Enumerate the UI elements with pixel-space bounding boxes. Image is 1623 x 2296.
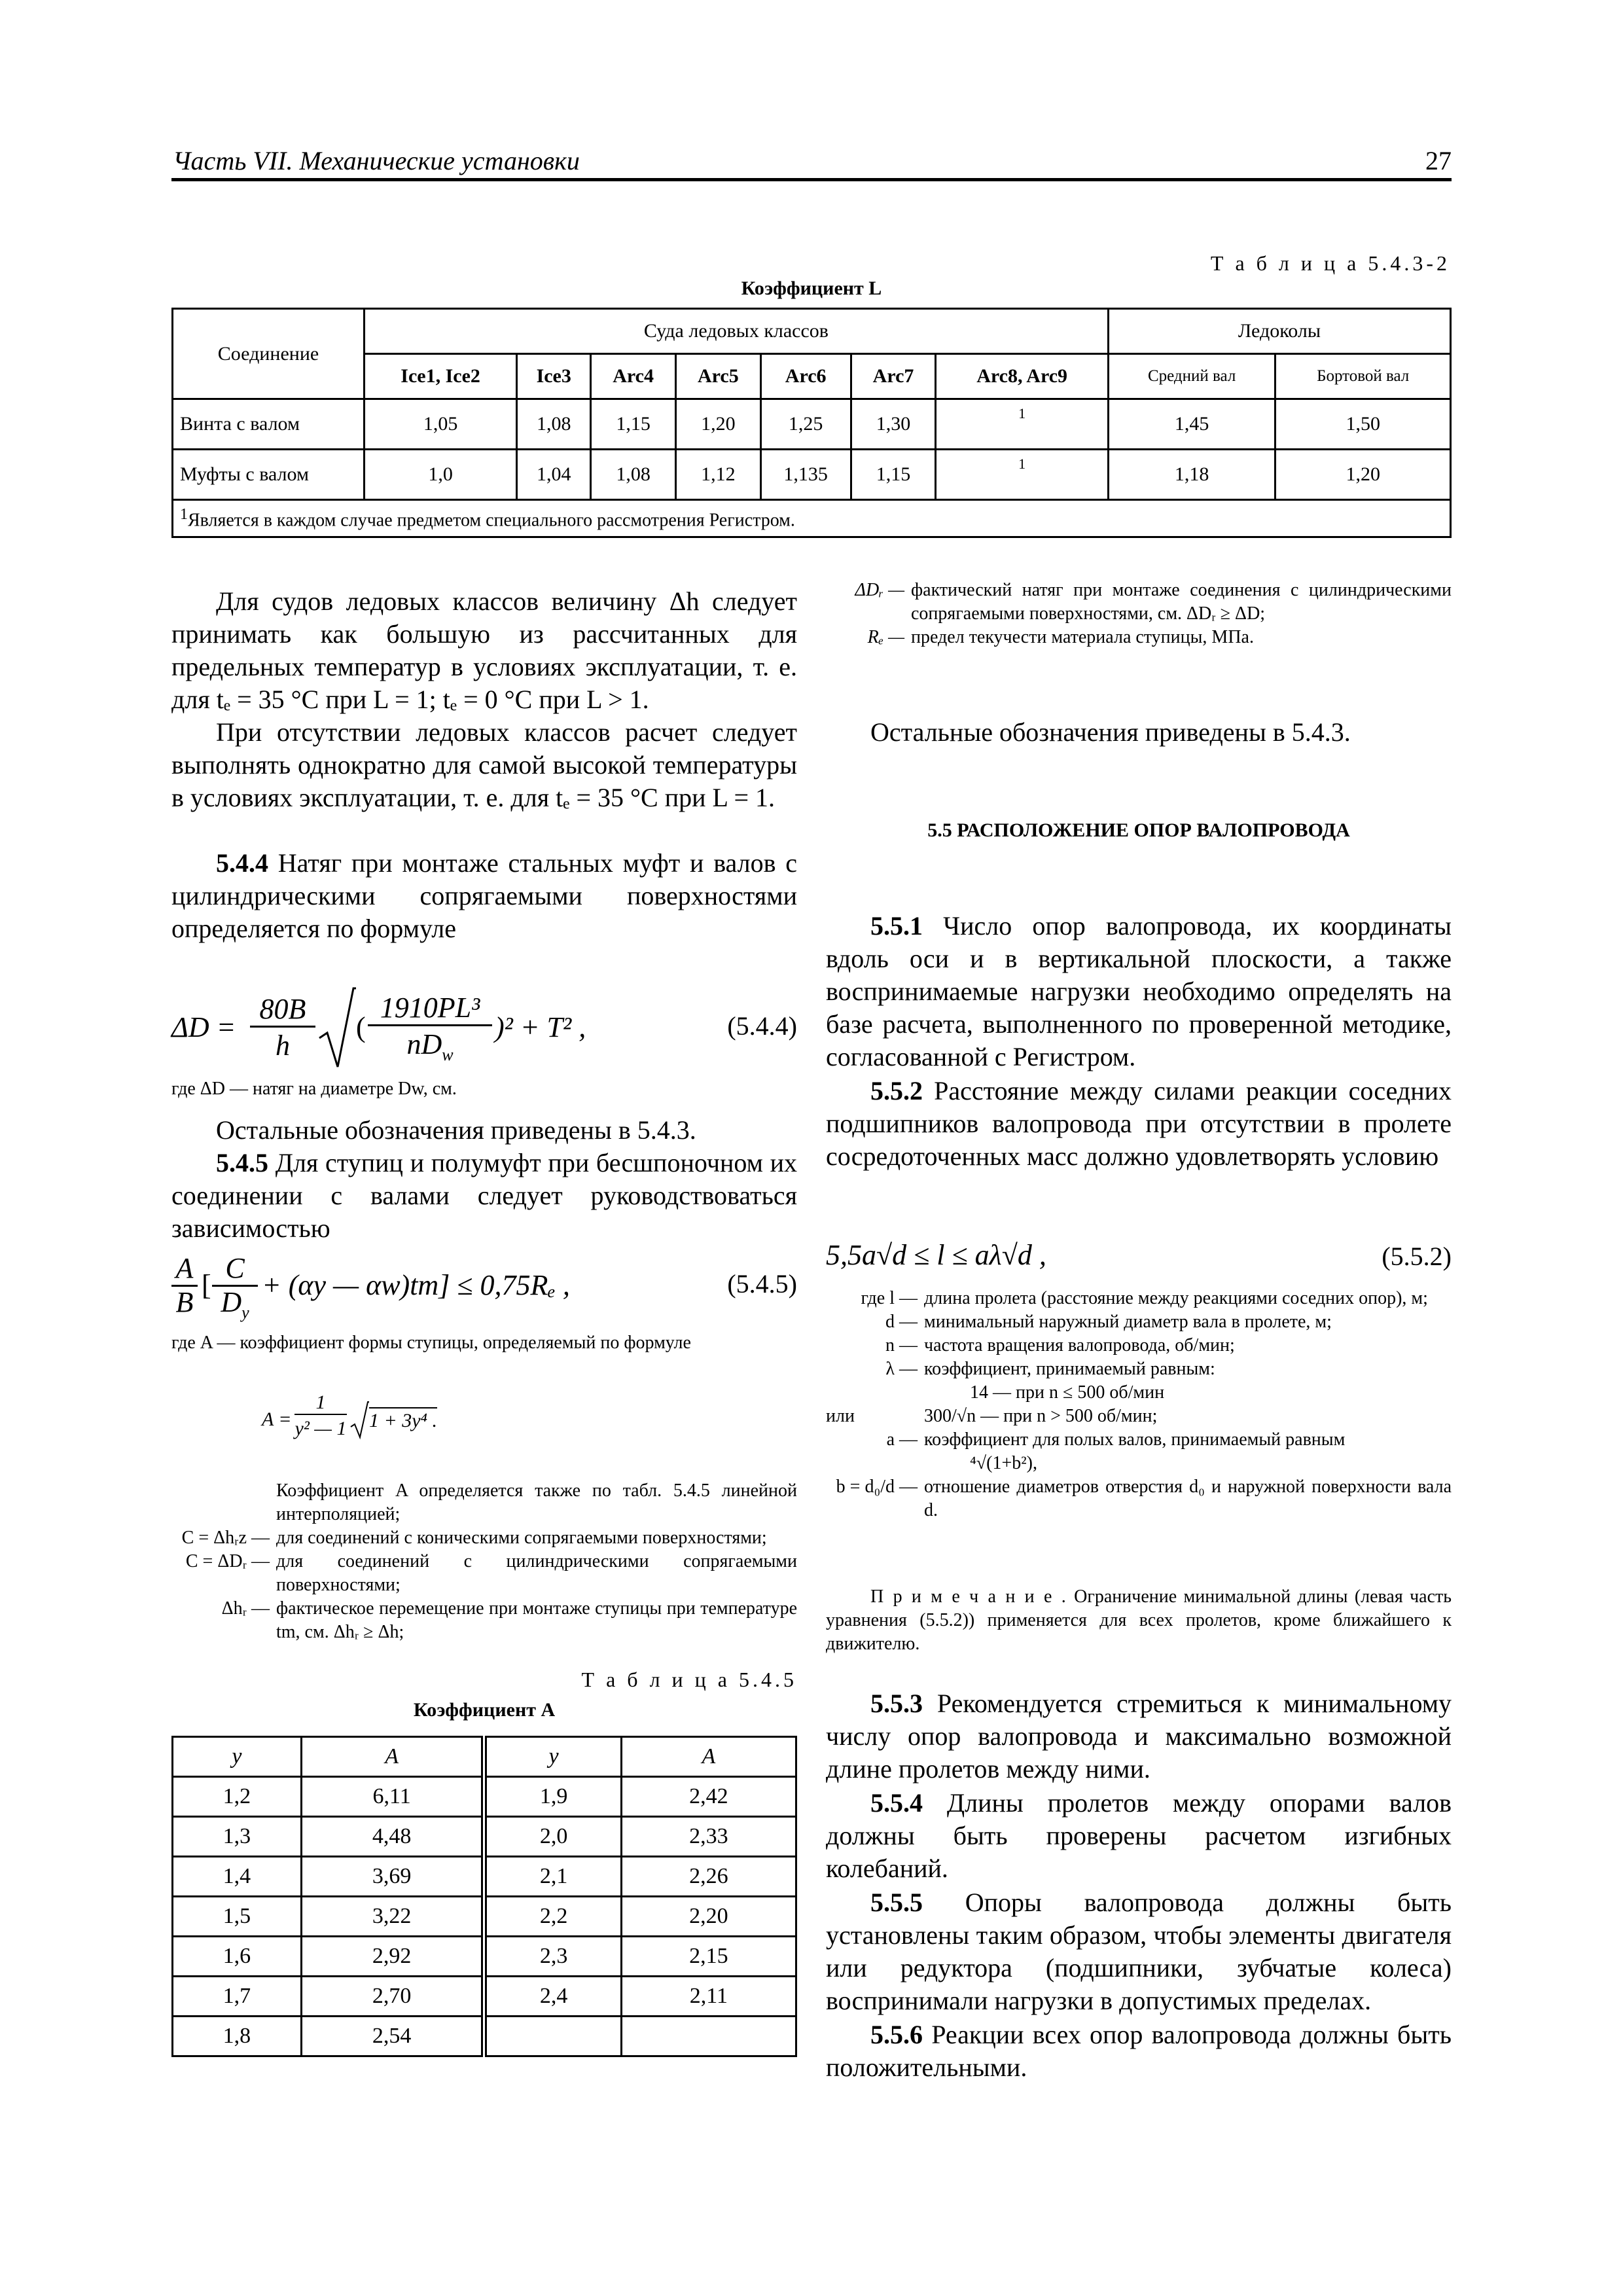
table-cell: 2,1 bbox=[484, 1857, 621, 1897]
dy-sub: y bbox=[241, 1302, 249, 1322]
definition-symbol: C = Δhᵣz — bbox=[181, 1528, 270, 1548]
definition-text: отношение диаметров отверстия d₀ и наружной поверхности вала d. bbox=[924, 1477, 1452, 1520]
table-cell bbox=[484, 2017, 621, 2056]
note-text: Ограничение минимальной длины (левая часть уравнения (5.5.2)) применяется для всех пролетов, кроме ближайшего к движителю. bbox=[826, 1587, 1452, 1654]
clause-text: Для ступиц и полумуфт при бесшпоночном их соединении с валами следует руководствоваться зависимостью bbox=[171, 1148, 798, 1243]
table-cell: 1,3 bbox=[173, 1817, 302, 1857]
table-cell: 1,04 bbox=[517, 450, 591, 500]
paragraph: Для судов ледовых классов величину Δh следует принимать как большую из рассчитанных для предельных температур в условиях эксплуатации, т. е. для tₑ = 35 °С при L = 1; tₑ = 0 °С при L > 1. bbox=[171, 586, 797, 714]
table2-header: A bbox=[621, 1737, 796, 1777]
definition-text: коэффициент, принимаемый равным: bbox=[924, 1359, 1215, 1379]
dy-text: D bbox=[221, 1286, 242, 1318]
table-cell: 1,2 bbox=[173, 1777, 302, 1817]
table-cell: 1,0 bbox=[365, 450, 517, 500]
table1-caption: Коэффициент L bbox=[741, 278, 882, 299]
definition-text: предел текучести материала ступицы, МПа. bbox=[911, 627, 1254, 647]
table-cell: 1,08 bbox=[517, 399, 591, 450]
table2-number: Т а б л и ц а 5.4.5 bbox=[581, 1668, 797, 1691]
note-label: П р и м е ч а н и е . bbox=[870, 1587, 1067, 1607]
table-cell: 1,7 bbox=[173, 1977, 302, 2017]
definition-item bbox=[826, 1452, 1452, 1475]
table-cell: 1,05 bbox=[365, 399, 517, 450]
table-cell: 2,42 bbox=[621, 1777, 796, 1817]
clause-text: Длины пролетов между опорами валов должны быть проверены расчетом изгибных колебаний. bbox=[826, 1788, 1452, 1883]
table1-col: Ice1, Ice2 bbox=[365, 354, 517, 399]
formula-coefficient-a bbox=[262, 1391, 589, 1444]
table1-col: Arc7 bbox=[851, 354, 936, 399]
paragraph-5-5-4 bbox=[826, 1787, 1452, 1885]
definition-item bbox=[171, 1526, 797, 1550]
formula-denominator: h bbox=[276, 1030, 290, 1062]
table-cell: 2,70 bbox=[301, 1977, 484, 2017]
definition-text: фактическое перемещение при монтаже ступицы при температуре tm, см. Δhᵣ ≥ Δh; bbox=[276, 1598, 797, 1642]
table-cell: 4,48 bbox=[301, 1817, 484, 1857]
table-cell: 2,54 bbox=[301, 2017, 484, 2056]
formula-tail: )² + T² , bbox=[495, 1011, 586, 1043]
definitions-list-left bbox=[171, 1479, 797, 1644]
table-cell: 1,12 bbox=[675, 450, 760, 500]
table1-number: Т а б л и ц а 5.4.3-2 bbox=[1210, 251, 1450, 275]
definition-item bbox=[826, 579, 1452, 626]
formula-explanation: где ΔD — натяг на диаметре Dw, см. bbox=[171, 1079, 457, 1099]
clause-number: 5.5.6 bbox=[870, 2020, 923, 2049]
definition-item bbox=[826, 626, 1452, 649]
table1-header-connection: Соединение bbox=[173, 309, 365, 399]
formula-numerator: C bbox=[212, 1251, 258, 1287]
formula-explanation: где A — коэффициент формы ступицы, определяемый по формуле bbox=[171, 1333, 691, 1353]
formula-number: (5.4.4) bbox=[727, 1011, 797, 1041]
formula-denominator bbox=[212, 1285, 258, 1323]
table-cell-footnote-ref: 1 bbox=[936, 399, 1109, 450]
definitions-list-right-top bbox=[826, 579, 1452, 649]
table-cell: 3,69 bbox=[301, 1857, 484, 1897]
definition-item bbox=[826, 1475, 1452, 1522]
clause-number: 5.5.2 bbox=[870, 1076, 923, 1105]
definition-item bbox=[826, 1334, 1452, 1357]
table1-col: Arc5 bbox=[675, 354, 760, 399]
table-row bbox=[173, 1857, 796, 1897]
table-cell: 1,50 bbox=[1275, 399, 1451, 450]
paragraph: При отсутствии ледовых классов расчет следует выполнять однократно для самой высокой температуры в условиях эксплуатации, т. е. для tₑ = 35 °С при L = 1. bbox=[171, 717, 797, 812]
table-cell: 2,0 bbox=[484, 1817, 621, 1857]
formula-denominator: B bbox=[175, 1286, 194, 1318]
formula-root-numerator: 1910PL³ bbox=[368, 991, 492, 1026]
definition-text: коэффициент для полых валов, принимаемый равным bbox=[924, 1429, 1346, 1450]
definition-item bbox=[171, 1479, 797, 1526]
table-row bbox=[173, 1897, 796, 1937]
table-row bbox=[173, 1817, 796, 1857]
page-number: 27 bbox=[1425, 146, 1452, 175]
note bbox=[826, 1585, 1452, 1656]
definition-symbol bbox=[826, 1381, 970, 1405]
clause-number: 5.4.4 bbox=[216, 848, 268, 878]
definition-text: 14 — при n ≤ 500 об/мин bbox=[970, 1382, 1165, 1403]
table-cell: 1,45 bbox=[1108, 399, 1275, 450]
definition-item bbox=[826, 1405, 1452, 1428]
table-row bbox=[173, 1777, 796, 1817]
definition-item bbox=[826, 1428, 1452, 1452]
table-cell: 1,9 bbox=[484, 1777, 621, 1817]
definition-text: 300/√n — при n > 500 об/мин; bbox=[924, 1406, 1158, 1426]
definition-item bbox=[826, 1310, 1452, 1334]
definition-text: фактический натяг при монтаже соединения с цилиндрическими сопрягаемыми поверхностями, см. ΔDᵣ ≥ ΔD; bbox=[911, 580, 1452, 624]
table-row bbox=[173, 1937, 796, 1977]
formula-lhs: A = bbox=[262, 1408, 292, 1430]
header-rule bbox=[171, 178, 1452, 181]
definition-text: частота вращения валопровода, об/мин; bbox=[924, 1335, 1235, 1355]
table-cell: 3,22 bbox=[301, 1897, 484, 1937]
clause-number: 5.5.5 bbox=[870, 1888, 923, 1917]
paragraph-5-5-1 bbox=[826, 910, 1452, 1073]
table-cell: 1,18 bbox=[1108, 450, 1275, 500]
running-header-title: Часть VII. Механические установки bbox=[173, 146, 580, 175]
clause-text: Реакции всех опор валопровода должны быть положительными. bbox=[826, 2020, 1452, 2082]
definition-item bbox=[171, 1550, 797, 1597]
table-cell: 1,25 bbox=[760, 399, 851, 450]
table-cell: 1,135 bbox=[760, 450, 851, 500]
table-cell: 1,08 bbox=[591, 450, 676, 500]
table1-footnote bbox=[173, 500, 1451, 537]
definition-text: ⁴√(1+b²), bbox=[970, 1453, 1037, 1473]
table-cell: 6,11 bbox=[301, 1777, 484, 1817]
table2-header: A bbox=[301, 1737, 484, 1777]
formula-root-denominator bbox=[368, 1028, 492, 1065]
definition-text: для соединений с цилиндрическими сопрягаемыми поверхностями; bbox=[276, 1551, 797, 1595]
clause-number: 5.4.5 bbox=[216, 1148, 268, 1177]
table-cell: 1,20 bbox=[675, 399, 760, 450]
table-row bbox=[173, 1977, 796, 2017]
definition-symbol: Rₑ — bbox=[867, 627, 904, 647]
table1-row-label: Винта с валом bbox=[173, 399, 365, 450]
formula-5-4-5: A B [ C $D_y$ + (αy — αw)tm] ≤ 0,75Rₑ , (5.4.5) bbox=[171, 1251, 797, 1323]
table-coefficient-a bbox=[171, 1736, 797, 2057]
definition-item bbox=[826, 1357, 1452, 1381]
clause-text: Натяг при монтаже стальных муфт и валов с цилиндрическими сопрягаемыми поверхностями определяется по формуле bbox=[171, 848, 798, 943]
table-cell: 1,4 bbox=[173, 1857, 302, 1897]
definition-item bbox=[826, 1287, 1452, 1310]
paragraph-5-5-5 bbox=[826, 1886, 1452, 2017]
formula-radicand: 1 + 3y⁴ . bbox=[369, 1407, 437, 1432]
formula-number: (5.4.5) bbox=[727, 1269, 797, 1299]
table-cell: 1,5 bbox=[173, 1897, 302, 1937]
formula-lhs: ΔD = bbox=[171, 1011, 236, 1043]
definition-symbol: b = d₀/d — bbox=[836, 1477, 918, 1497]
paragraph-5-5-2 bbox=[826, 1075, 1452, 1173]
table-cell: 1,30 bbox=[851, 399, 936, 450]
table1-header-ice-classes: Суда ледовых классов bbox=[365, 309, 1109, 354]
paragraph-5-4-5 bbox=[171, 1147, 797, 1245]
table-cell: 2,26 bbox=[621, 1857, 796, 1897]
definition-symbol: Δhᵣ — bbox=[221, 1598, 270, 1619]
table-coefficient-l bbox=[171, 308, 1452, 538]
definition-symbol: a — bbox=[886, 1429, 918, 1450]
formula-numerator: 1 bbox=[294, 1391, 347, 1415]
definition-symbol: d — bbox=[885, 1312, 918, 1332]
table-cell: 2,3 bbox=[484, 1937, 621, 1977]
footnote-text: Является в каждом случае предметом специального рассмотрения Регистром. bbox=[188, 510, 795, 531]
table-cell: 2,92 bbox=[301, 1937, 484, 1977]
table1-col: Arc6 bbox=[760, 354, 851, 399]
definition-text: Коэффициент A определяется также по табл. 5.4.5 линейной интерполяцией; bbox=[276, 1480, 797, 1524]
definition-symbol: n — bbox=[885, 1335, 918, 1355]
formula-body: 5,5a√d ≤ l ≤ aλ√d , bbox=[826, 1239, 1046, 1271]
table1-col: Arc8, Arc9 bbox=[936, 354, 1109, 399]
definition-text: для соединений с коническими сопрягаемыми поверхностями; bbox=[276, 1528, 767, 1548]
paragraph-5-5-6 bbox=[826, 2018, 1452, 2084]
table2-caption: Коэффициент A bbox=[413, 1699, 556, 1721]
table-cell: 2,33 bbox=[621, 1817, 796, 1857]
table-cell: 1,15 bbox=[851, 450, 936, 500]
formula-numerator: 80B bbox=[250, 992, 315, 1028]
table1-row-label: Муфты с валом bbox=[173, 450, 365, 500]
definition-symbol bbox=[171, 1479, 276, 1526]
table-cell: 2,15 bbox=[621, 1937, 796, 1977]
paragraph: Остальные обозначения приведены в 5.4.3. bbox=[870, 717, 1351, 747]
table2-header: y bbox=[484, 1737, 621, 1777]
definition-symbol bbox=[826, 1452, 970, 1475]
table1-col: Бортовой вал bbox=[1275, 354, 1451, 399]
table2-header: y bbox=[173, 1737, 302, 1777]
paragraph: Остальные обозначения приведены в 5.4.3. bbox=[216, 1115, 696, 1145]
table-cell bbox=[621, 2017, 796, 2056]
definition-text: длина пролета (расстояние между реакциями соседних опор), м; bbox=[924, 1288, 1428, 1308]
table-cell: 1,8 bbox=[173, 2017, 302, 2056]
clause-text: Число опор валопровода, их координаты вдоль оси и в вертикальной плоскости, а также воспринимаемые нагрузки необходимо определять на базе расчета, выполненного по проверенной методике, согласованной с Регистром. bbox=[826, 911, 1452, 1071]
definition-symbol: ΔDᵣ — bbox=[855, 580, 904, 600]
table-row bbox=[173, 450, 1451, 500]
formula-numerator: A bbox=[171, 1251, 198, 1287]
formula-number: (5.5.2) bbox=[1382, 1242, 1452, 1271]
table1-col: Ice3 bbox=[517, 354, 591, 399]
table1-header-icebreakers: Ледоколы bbox=[1108, 309, 1450, 354]
table-cell-footnote-ref: 1 bbox=[936, 450, 1109, 500]
paragraph-5-5-3 bbox=[826, 1687, 1452, 1785]
definition-item bbox=[171, 1597, 797, 1644]
table-cell: 1,15 bbox=[591, 399, 676, 450]
table-cell: 1,6 bbox=[173, 1937, 302, 1977]
clause-number: 5.5.3 bbox=[870, 1689, 923, 1718]
table-cell: 2,4 bbox=[484, 1977, 621, 2017]
formula-5-4-4: ΔD = 80B h ( 1910PL³ $nD_w$ )² + T² , (5.4.4) bbox=[171, 986, 797, 1071]
clause-text: Расстояние между силами реакции соседних подшипников валопровода при отсутствии в пролете сосредоточенных масс должно удовлетворять условию bbox=[826, 1076, 1452, 1171]
definition-symbol: C = ΔDᵣ — bbox=[185, 1551, 270, 1571]
definitions-list-right bbox=[826, 1287, 1452, 1522]
section-heading: 5.5 РАСПОЛОЖЕНИЕ ОПОР ВАЛОПРОВОДА bbox=[927, 819, 1350, 841]
definition-item bbox=[826, 1381, 1452, 1405]
formula-denominator: y² — 1 bbox=[294, 1418, 347, 1439]
paragraph-5-4-4 bbox=[171, 847, 797, 945]
root-den-sub: w bbox=[442, 1045, 454, 1064]
formula-tail: + (αy — αw)tm] ≤ 0,75Rₑ , bbox=[262, 1269, 570, 1301]
table-row bbox=[173, 399, 1451, 450]
table1-col: Arc4 bbox=[591, 354, 676, 399]
clause-text: Рекомендуется стремиться к минимальному числу опор валопровода и максимально возможной длине пролетов между ними. bbox=[826, 1689, 1452, 1784]
formula-5-5-2 bbox=[826, 1238, 1452, 1272]
table1-col: Средний вал bbox=[1108, 354, 1275, 399]
radical-sign bbox=[349, 1401, 369, 1440]
definition-text: минимальный наружный диаметр вала в пролете, м; bbox=[924, 1312, 1332, 1332]
table-row bbox=[173, 2017, 796, 2056]
clause-number: 5.5.1 bbox=[870, 911, 923, 941]
table-cell: 2,2 bbox=[484, 1897, 621, 1937]
table-cell: 1,20 bbox=[1275, 450, 1451, 500]
radical-sign bbox=[317, 986, 356, 1071]
definition-symbol: где l — bbox=[861, 1288, 918, 1308]
clause-text: Опоры валопровода должны быть установлены таким образом, чтобы элементы двигателя или редуктора (подшипники, зубчатые колеса) воспринимали нагрузки в допустимых пределах. bbox=[826, 1888, 1452, 2015]
table-cell: 2,11 bbox=[621, 1977, 796, 2017]
table-cell: 2,20 bbox=[621, 1897, 796, 1937]
root-den-text: nD bbox=[406, 1028, 442, 1060]
definition-symbol: λ — bbox=[885, 1359, 918, 1379]
clause-number: 5.5.4 bbox=[870, 1788, 923, 1818]
footnote-mark: 1 bbox=[180, 505, 188, 523]
definition-symbol: или bbox=[826, 1406, 855, 1426]
